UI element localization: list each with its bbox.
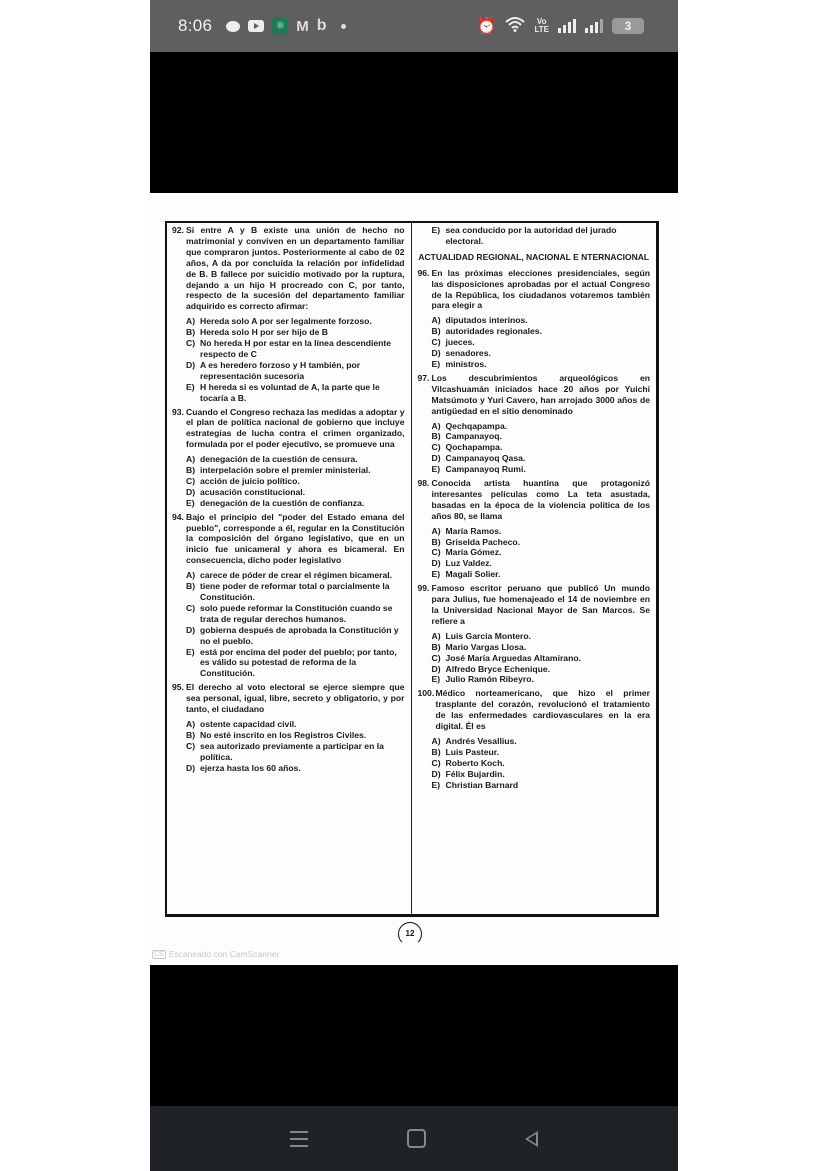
app-atom-icon: ⚛ — [272, 18, 288, 34]
option-label: E) — [431, 674, 441, 685]
option — [186, 454, 405, 465]
option — [432, 780, 651, 791]
question-text: Los descubrimientos arqueológicos en Vilcashuamán iniciados hace 20 años por Yuichi Matsúmoto y Yuri Cavero, han arrojado 3000 años de antigüedad en el sitio denominado — [431, 372, 650, 416]
option — [432, 315, 651, 326]
option-text: jueces. — [445, 337, 475, 348]
option-text: José María Arguedas Altamirano. — [445, 652, 581, 663]
option-label: C) — [431, 757, 441, 768]
option-label: E) — [431, 569, 441, 580]
option — [186, 327, 405, 338]
camscanner-watermark — [152, 949, 279, 959]
option-label: D) — [431, 558, 441, 569]
exam-question-box — [165, 221, 659, 917]
option-text: diputados interinos. — [445, 315, 528, 326]
options-list — [418, 526, 651, 581]
option-label: D) — [431, 663, 441, 674]
option-label: E) — [431, 464, 441, 475]
option — [186, 360, 405, 382]
option-label: D) — [186, 762, 196, 773]
option-text: autoridades regionales. — [445, 326, 542, 337]
option-text: No esté inscrito en los Registros Civiles. — [200, 729, 367, 740]
option-text: Alfredo Bryce Echenique. — [445, 663, 551, 674]
option-label: C) — [431, 442, 441, 453]
option-text: Hereda solo A por ser legalmente forzoso. — [200, 316, 372, 327]
option-text: Roberto Koch. — [445, 757, 505, 768]
youtube-icon — [248, 20, 264, 32]
option — [186, 487, 405, 498]
option — [432, 421, 651, 432]
option-label: D) — [186, 624, 196, 635]
option-text: Andrés Vesallius. — [445, 735, 517, 746]
option-label: C) — [186, 338, 196, 349]
option-text: Qochapampa. — [445, 442, 503, 453]
option — [186, 730, 405, 741]
option-text: acción de juicio político. — [200, 475, 300, 486]
option-text: gobierna después de aprobada la Constitución y no el pueblo. — [200, 624, 399, 646]
option-text: Magali Solier. — [445, 569, 501, 580]
option-label: D) — [431, 768, 441, 779]
option — [432, 653, 651, 664]
option-label: B) — [431, 641, 441, 652]
options-list — [172, 454, 405, 509]
option-text: A es heredero forzoso y H también, por representación sucesoria — [200, 359, 361, 381]
option-label: E) — [186, 646, 195, 657]
home-button[interactable] — [407, 1129, 426, 1148]
option — [432, 537, 651, 548]
option — [186, 581, 405, 603]
option — [432, 326, 651, 337]
status-bar — [150, 0, 678, 52]
options-list — [172, 570, 405, 679]
option-label: B) — [186, 327, 196, 338]
option-label: A) — [186, 570, 196, 581]
option-label: D) — [186, 486, 196, 497]
status-time: 8:06 — [178, 16, 213, 35]
option — [432, 431, 651, 442]
option-text: Qechqapampa. — [445, 420, 508, 431]
option-label: C) — [186, 475, 196, 486]
option-label: C) — [186, 602, 196, 613]
question-number: 98. — [417, 478, 430, 489]
option-label: B) — [431, 536, 441, 547]
option-text: senadores. — [445, 348, 491, 359]
question-text: Bajo el principio del "poder del Estado emana del pueblo", corresponde a él, regular en la Constitución la composición del órgano legislativo, que en un inicio fue unicameral y ahora es bicameral. En consecuencia, dicho poder legislativo — [186, 511, 405, 566]
question-text: Médico norteamericano, que hizo el primer trasplante del corazón, revolucionó el tratamiento de las enfermedades cardiovasculares en la era digital. Él es — [435, 688, 650, 732]
option-label: A) — [431, 630, 441, 641]
back-button[interactable] — [525, 1131, 538, 1147]
option-text: denegación de la cuestión de censura. — [200, 454, 358, 465]
question-number: 92. — [172, 225, 184, 235]
option-text: sea autorizado previamente a participar en la política. — [200, 740, 384, 762]
option — [186, 382, 405, 404]
option — [432, 674, 651, 685]
option-text: solo puede reformar la Constitución cuando se trata de regular derechos humanos. — [200, 602, 393, 624]
option-text: Griselda Pacheco. — [445, 536, 521, 547]
option — [432, 442, 651, 453]
option-text: María Ramos. — [445, 525, 502, 536]
option — [432, 664, 651, 675]
option — [432, 769, 651, 780]
option-text: Julio Ramón Ribeyro. — [445, 674, 534, 685]
alarm-icon: ⏰ — [476, 18, 497, 35]
option-label: D) — [431, 453, 441, 464]
gmail-icon: M — [296, 17, 309, 35]
option-label: C) — [431, 337, 441, 348]
scanned-page-image[interactable] — [150, 193, 678, 965]
option — [186, 719, 405, 730]
option — [432, 453, 651, 464]
right-column — [412, 223, 657, 914]
option-text: Luis Pasteur. — [445, 746, 499, 757]
option-label: D) — [431, 348, 441, 359]
signal-strength-icon-2 — [585, 19, 603, 33]
option-text: H hereda si es voluntad de A, la parte que le tocaría a B. — [200, 381, 380, 403]
question-96 — [418, 268, 651, 370]
option-label: B) — [186, 729, 196, 740]
option-label: E) — [186, 497, 195, 508]
option — [432, 642, 651, 653]
option — [432, 569, 651, 580]
option-label: A) — [186, 718, 196, 729]
options-list — [172, 316, 405, 403]
volte-top-label: Vo — [536, 17, 547, 26]
question-95 — [172, 682, 405, 773]
option-text: ministros. — [445, 358, 487, 369]
option — [186, 476, 405, 487]
question-95-continuation — [418, 225, 651, 247]
question-text: El derecho al voto electoral se ejerce siempre que sea personal, igual, libre, secreto y obligatorio, y por tanto, el ciudadano — [186, 682, 405, 715]
option-label: A) — [431, 525, 441, 536]
option-label: B) — [186, 581, 196, 592]
option-text: tiene poder de reformar total o parcialmente la Constitución. — [200, 581, 390, 602]
option-text: Félix Bujardin. — [445, 768, 505, 779]
left-column — [167, 223, 412, 914]
option — [186, 741, 405, 763]
options-list — [418, 421, 651, 476]
options-list — [418, 631, 651, 686]
question-92 — [172, 225, 405, 404]
question-text: Cuando el Congreso rechaza las medidas a adoptar y el plan de política nacional de gobierno que incluye estrategias de lucha contra el crimen organizado, formulada por el poder ejecutivo, se promueve una — [186, 406, 405, 450]
camscanner-logo-icon: CS — [154, 950, 164, 958]
letterbox-top — [150, 52, 678, 193]
option-label: E) — [186, 381, 195, 392]
option — [186, 338, 405, 360]
option-text: Christian Barnard — [445, 779, 519, 790]
option-text: acusación constitucional. — [200, 486, 306, 497]
option-text: carece de póder de crear el régimen bicameral. — [200, 570, 393, 581]
options-list — [418, 736, 651, 791]
option-label: B) — [431, 431, 441, 442]
question-100 — [418, 688, 651, 790]
battery-icon: 3 — [612, 18, 644, 34]
option — [432, 359, 651, 370]
option-text: No hereda H por estar en la línea descendiente respecto de C — [200, 338, 392, 359]
option — [186, 465, 405, 476]
option-label: A) — [431, 315, 441, 326]
question-number: 99. — [417, 583, 430, 594]
status-right-icons — [477, 0, 644, 52]
option-text: interpelación sobre el premier ministerial. — [200, 465, 371, 476]
option — [186, 603, 405, 625]
option-text: está por encima del poder del pueblo; por tanto, es válido su potestad de reforma de la Constitución. — [200, 646, 397, 679]
option-label: A) — [431, 735, 441, 746]
option-label: B) — [431, 326, 441, 337]
option-label: D) — [186, 359, 196, 370]
watermark-text: Escaneado con CamScanner — [168, 949, 280, 959]
option — [432, 736, 651, 747]
volte-icon — [534, 18, 549, 34]
question-99 — [418, 583, 651, 685]
option-text: Luz Valdez. — [445, 558, 492, 569]
phone-screen — [150, 0, 678, 1171]
option — [432, 758, 651, 769]
chat-bubble-icon — [226, 21, 240, 32]
question-text: Conocida artista huantina que protagonizó interesantes películas como La teta asustada, basadas en la época de la violencia política de los años 80, se llama — [431, 478, 650, 521]
option-text: María Gómez. — [445, 547, 502, 558]
option — [186, 498, 405, 509]
question-93 — [172, 407, 405, 509]
option — [186, 763, 405, 774]
wifi-icon — [505, 16, 525, 36]
option-text: Campanayoq Rumi. — [445, 464, 526, 475]
option — [432, 547, 651, 558]
option-label: B) — [186, 465, 196, 476]
option — [432, 631, 651, 642]
option-label: E) — [431, 358, 441, 369]
options-list — [172, 719, 405, 774]
question-94 — [172, 512, 405, 680]
option — [432, 747, 651, 758]
option-text: Mario Vargas Llosa. — [445, 641, 527, 652]
option-label: A) — [186, 454, 196, 465]
question-text: Si entre A y B existe una unión de hecho no matrimonial y conviven en un departamento familiar que compraron juntos. Posteriormente al cabo de 02 años, A da por concluída la relación por infidelidad de B. B fallece por suicidio motivado por la ruptura, dejando a un hijo H procreado con C, por tanto, respecto de la sucesión del departamento familiar adquirido es correcto afirmar: — [186, 225, 405, 312]
option — [432, 526, 651, 537]
option-text: Hereda solo H por ser hijo de B — [200, 327, 328, 338]
question-number: 100. — [417, 688, 435, 699]
option-text: ostente capacidad civil. — [200, 718, 297, 729]
question-number: 95. — [172, 682, 184, 693]
option — [186, 570, 405, 581]
option-text: Campanayoq Qasa. — [445, 453, 526, 464]
section-title: ACTUALIDAD REGIONAL, NACIONAL E NTERNACIONAL — [418, 251, 650, 262]
question-98 — [418, 478, 651, 580]
option-text: ejerza hasta los 60 años. — [200, 762, 301, 773]
option — [432, 558, 651, 569]
option — [186, 316, 405, 327]
option — [432, 225, 651, 247]
recent-apps-button[interactable] — [290, 1131, 308, 1147]
question-number: 94. — [172, 511, 184, 522]
options-list — [418, 315, 651, 370]
option — [186, 625, 405, 647]
question-text: Famoso escritor peruano que publicó Un mundo para Julius, fue homenajeado el 14 de noviembre en la Universidad Nacional Mayor de San Marcos. Se refiere a — [431, 583, 650, 626]
option — [432, 348, 651, 359]
option-text: Campanayoq. — [445, 431, 502, 442]
option-label: A) — [431, 420, 441, 431]
bing-icon: b — [316, 17, 327, 34]
letterbox-bottom — [150, 965, 678, 1106]
option-label: B) — [431, 746, 441, 757]
page-number: 12 — [398, 922, 422, 946]
navigation-bar — [150, 1106, 678, 1171]
option-label: C) — [186, 740, 196, 751]
option — [186, 647, 405, 680]
option-label: E) — [431, 779, 441, 790]
question-97 — [418, 373, 651, 475]
option-text: denegación de la cuestión de confianza. — [200, 497, 365, 508]
question-number: 93. — [172, 406, 184, 417]
question-number: 97. — [417, 372, 430, 383]
option — [432, 464, 651, 475]
question-text: En las próximas elecciones presidenciales, según las disposiciones aprobadas por el actual Congreso de la República, los ciudadanos votaremos también para elegir a — [431, 267, 650, 311]
option-label: C) — [431, 652, 441, 663]
question-number: 96. — [417, 267, 430, 278]
option-label: A) — [186, 316, 196, 327]
option-label: C) — [431, 547, 441, 558]
option — [432, 337, 651, 348]
option-text: Luis García Montero. — [445, 630, 531, 641]
dot-icon — [341, 24, 346, 29]
option-label: E) — [431, 225, 441, 235]
signal-strength-icon-1 — [558, 19, 576, 33]
volte-bottom-label: LTE — [534, 25, 549, 34]
option-text: sea conducido por la autoridad del jurado electoral. — [445, 225, 617, 246]
